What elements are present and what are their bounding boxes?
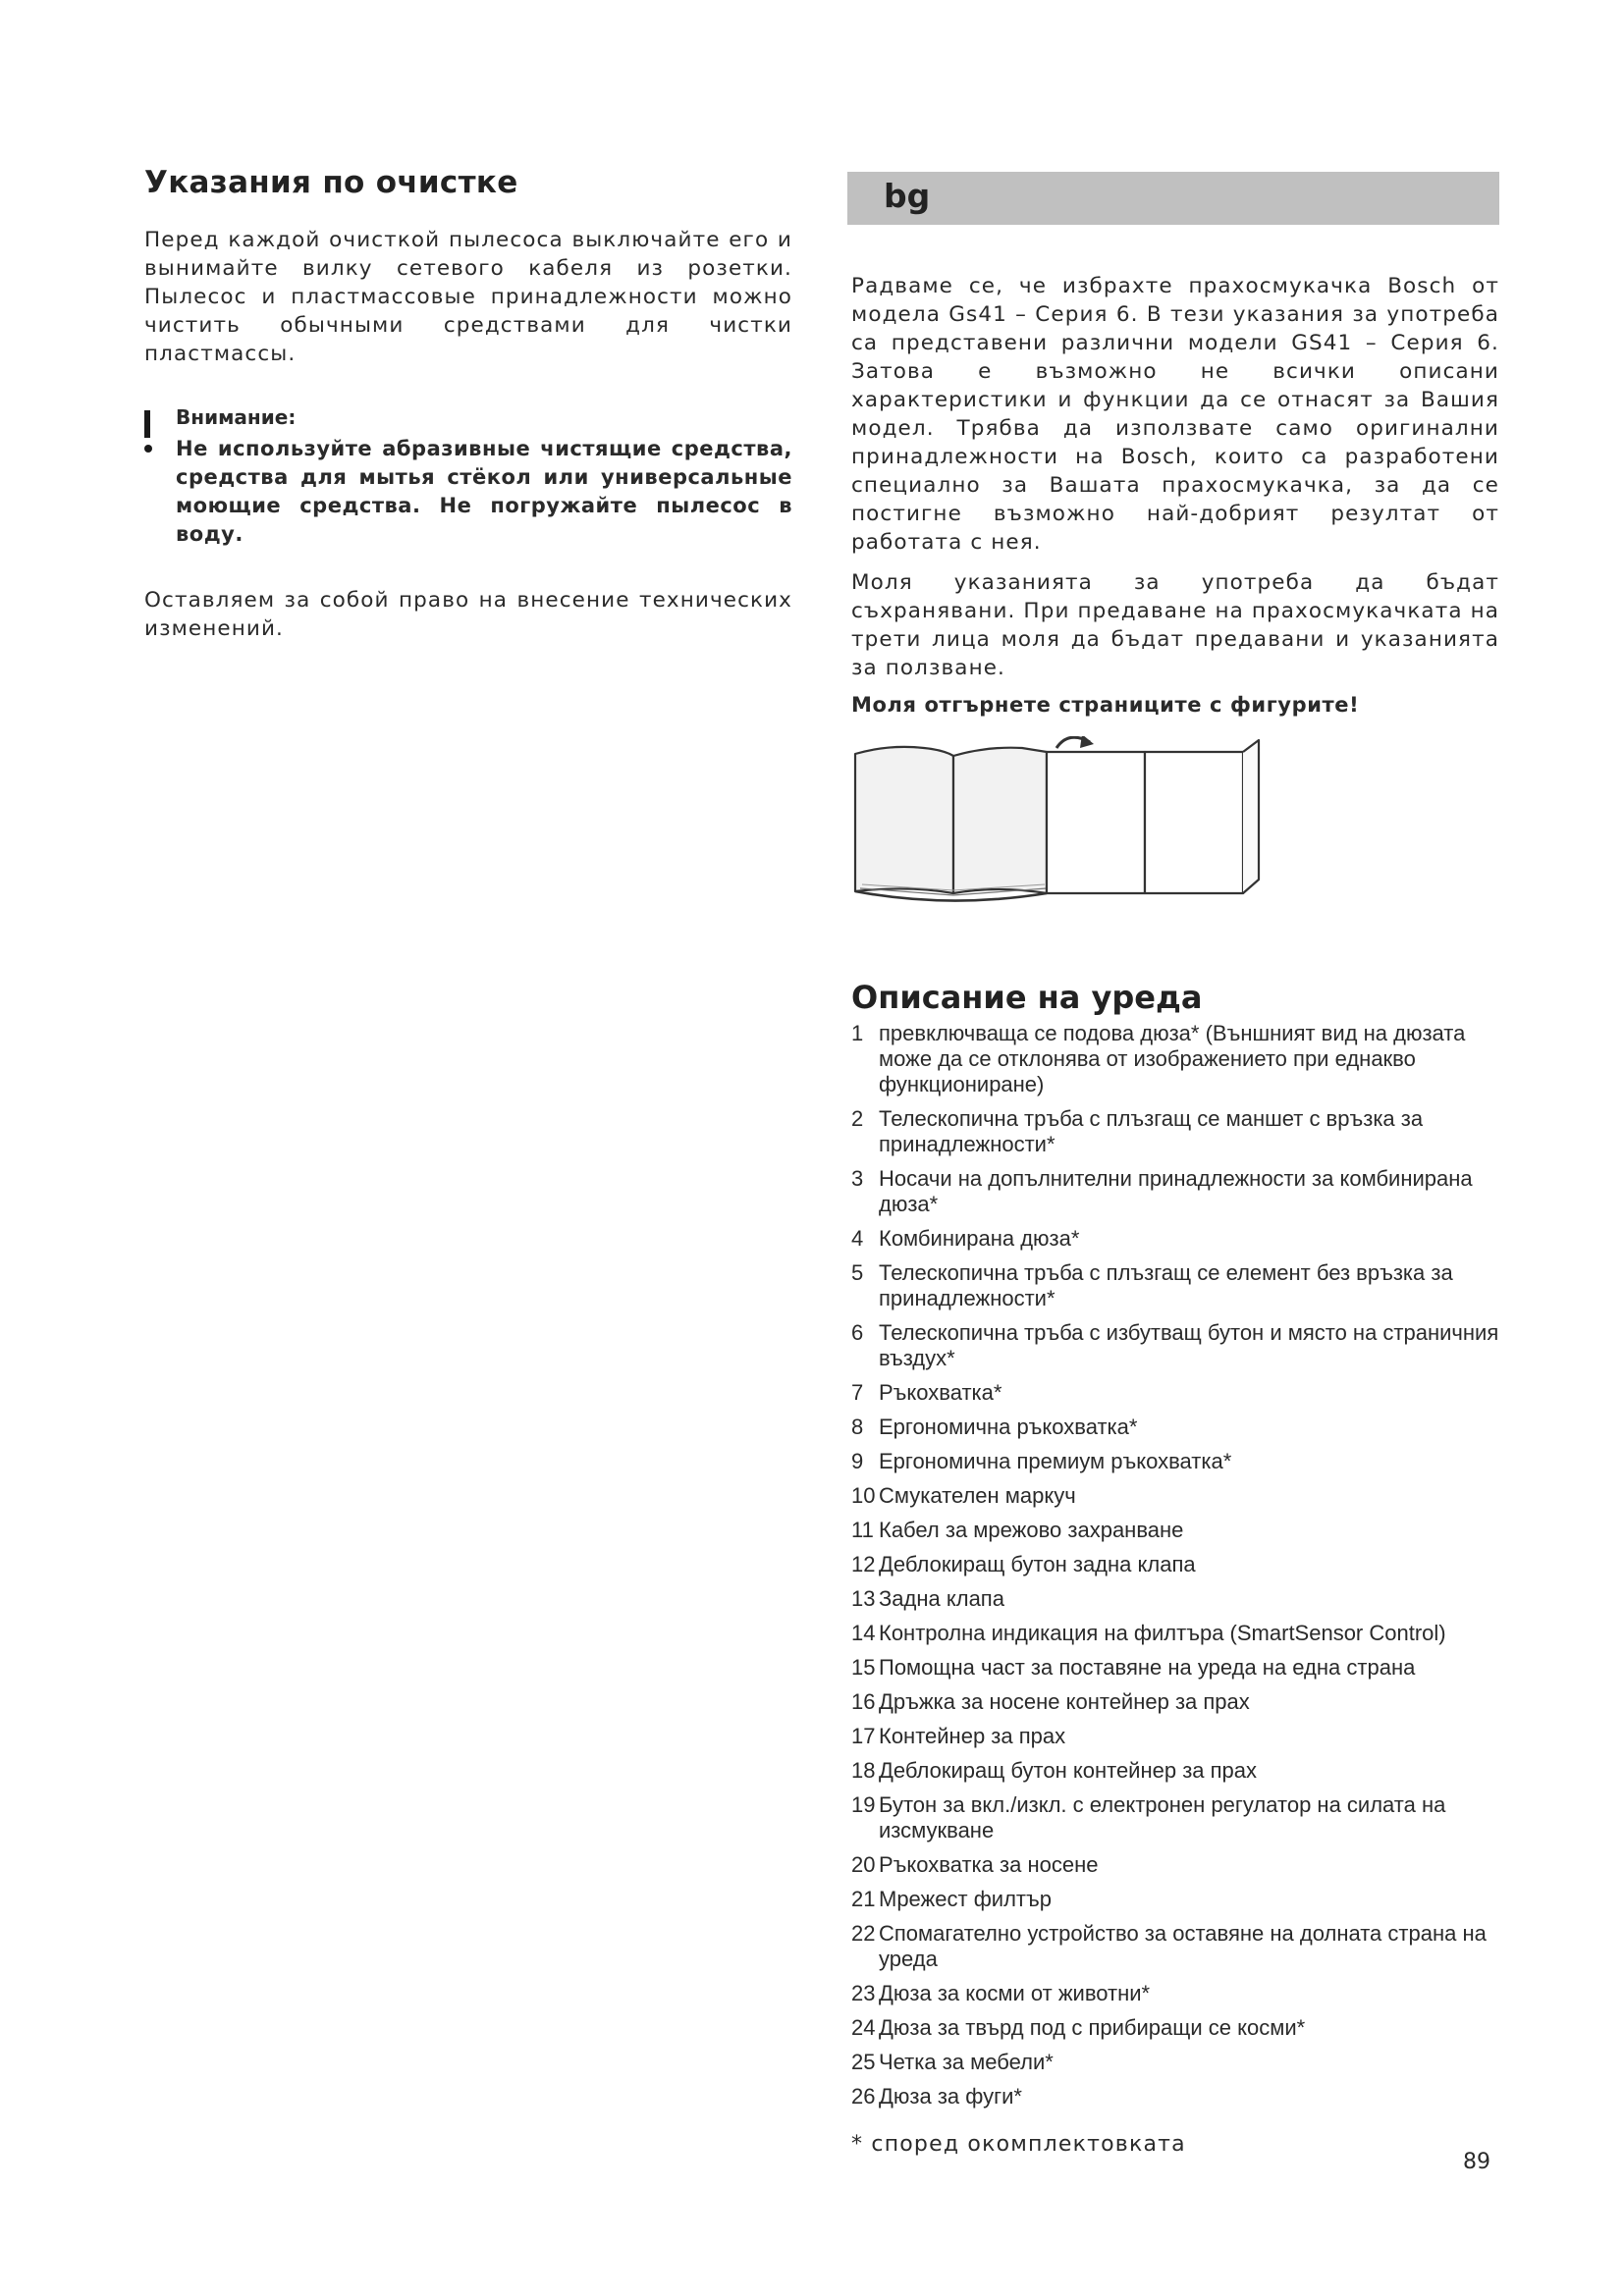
intro-paragraph-2: Моля указанията за употреба да бъдат съхранявани. При предаване на прахосмукачката на трети лица моля да бъдат предавани и указанията за ползване. [851, 570, 1499, 680]
list-item: 3 Носачи на допълнителни принадлежности за комбинирана дюза* [851, 1166, 1473, 1216]
list-item: 17 Контейнер за прах [851, 1724, 1066, 1748]
language-label: bg [884, 177, 931, 215]
list-item: 2 Телескопична тръба с плъзгащ се маншет с връзка за принадлежности* [851, 1106, 1424, 1156]
list-item: 10 Смукателен маркуч [851, 1483, 1076, 1508]
list-item: 5 Телескопична тръба с плъзгащ се елемент без връзка за принадлежности* [851, 1260, 1453, 1310]
fold-out-instruction: Моля отгърнете страниците с фигурите! [851, 693, 1360, 717]
list-item: 18 Деблокиращ бутон контейнер за прах [851, 1758, 1258, 1783]
parts-list [851, 1021, 1499, 2118]
list-item: 14 Контролна индикация на филтъра (SmartSensor Control) [851, 1621, 1446, 1645]
list-item: 24 Дюза за твърд под с прибиращи се косми* [851, 2015, 1306, 2040]
warning-text: Не используйте абразивные чистящие средства, средства для мытья стёкол или универсальные моющие средства. Не погружайте пылесос в воду. [176, 437, 792, 546]
list-item: 8 Ергономична ръкохватка* [851, 1415, 1138, 1439]
footnote: * според окомплектовката [851, 2132, 1186, 2157]
list-item: 25 Четка за мебели* [851, 2050, 1054, 2074]
warning-title: Внимание: [176, 405, 297, 429]
cleaning-heading: Указания по очистке [144, 165, 518, 200]
list-item: 1 превключваща се подова дюза* (Външният вид на дюзата може да се отклонява от изображението при еднакво функциониране) [851, 1021, 1466, 1096]
exclamation-dot-icon [144, 445, 152, 453]
intro-block [851, 272, 1499, 694]
list-item: 15 Помощна част за поставяне на уреда на една страна [851, 1655, 1416, 1680]
list-item: 16 Дръжка за носене контейнер за прах [851, 1689, 1250, 1714]
list-item: 12 Деблокиращ бутон задна клапа [851, 1552, 1196, 1576]
list-item: 11 Кабел за мрежово захранване [851, 1518, 1184, 1542]
list-item: 4 Комбинирана дюза* [851, 1226, 1080, 1251]
exclamation-icon [144, 410, 150, 438]
fold-out-pages-illustration [850, 736, 1263, 909]
list-item: 23 Дюза за косми от животни* [851, 1981, 1151, 2005]
list-item: 21 Мрежест филтър [851, 1887, 1052, 1911]
list-item: 6 Телескопична тръба с избутващ бутон и място на страничния въздух* [851, 1320, 1499, 1370]
list-item: 20 Ръкохватка за носене [851, 1852, 1099, 1877]
list-item: 7 Ръкохватка* [851, 1380, 1002, 1405]
list-item: 13 Задна клапа [851, 1586, 1004, 1611]
reserve-text: Оставляем за собой право на внесение технических изменений. [144, 588, 792, 641]
warning-block [144, 405, 792, 549]
list-item: 22 Спомагателно устройство за оставяне на долната страна на уреда [851, 1921, 1487, 1971]
list-item: 19 Бутон за вкл./изкл. с електронен регулатор на силата на изсмукване [851, 1792, 1446, 1842]
intro-paragraph-1: Радваме се, че избрахте прахосмукачка Bosch от модела Gs41 – Серия 6. В тези указания за употреба са представени различни модели GS41 – Серия 6. Затова е възможно не всички описани характеристики и функции да се отнасят за Вашия модел. Трябва да използвате само оригинални принадлежности на Bosch, които са разработени специално за Вашата прахосмукачка, за да се постигне възможно най-добрият резултат от работата с нея. [851, 274, 1499, 555]
list-item: 26 Дюза за фуги* [851, 2084, 1022, 2109]
left-column [144, 165, 792, 643]
device-description-heading: Описание на уреда [851, 978, 1203, 1016]
list-item: 9 Ергономична премиум ръкохватка* [851, 1449, 1232, 1473]
language-bar [847, 172, 1499, 225]
page-number: 89 [1463, 2150, 1490, 2174]
cleaning-paragraph: Перед каждой очисткой пылесоса выключайте его и вынимайте вилку сетевого кабеля из розетки. Пылесос и пластмассовые принадлежности можно чистить обычными средствами для чистки пластмассы. [144, 228, 792, 366]
